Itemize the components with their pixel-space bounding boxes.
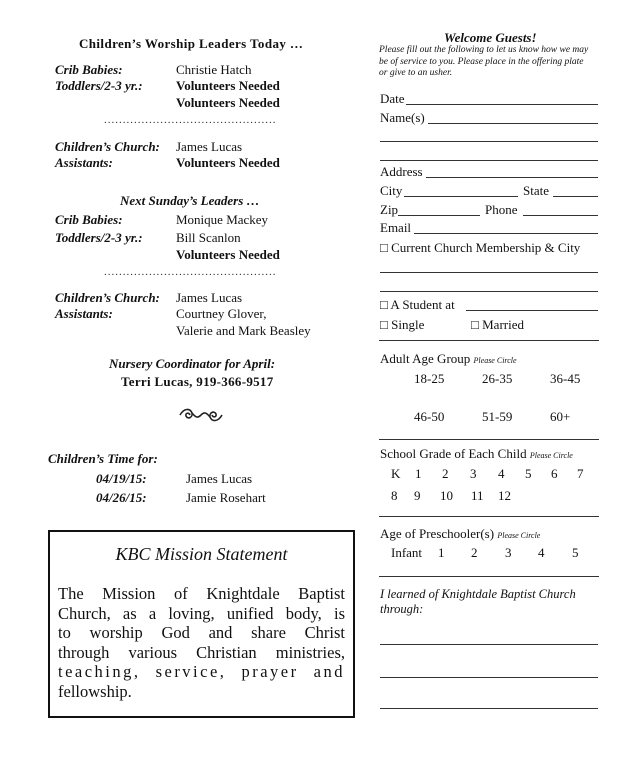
- names-field-line[interactable]: [428, 123, 598, 124]
- grade-option[interactable]: 10: [440, 488, 453, 503]
- time-row-name: Jamie Rosehart: [186, 490, 266, 505]
- welcome-title: Welcome Guests!: [444, 30, 537, 45]
- next-crib-value: Monique Mackey: [176, 212, 269, 227]
- today-church-value: James Lucas: [176, 139, 243, 154]
- divider-dots: ..............................................: [104, 114, 277, 126]
- today-crib-label: Crib Babies:: [55, 62, 123, 77]
- age-option[interactable]: 26-35: [482, 371, 513, 386]
- state-field-line[interactable]: [553, 196, 598, 197]
- age-option[interactable]: 51-59: [482, 409, 513, 424]
- next-assistants-value2: Valerie and Mark Beasley: [176, 323, 311, 338]
- learned-line2: through:: [380, 602, 424, 616]
- mission-line: The Mission of Knightdale Baptist: [58, 584, 345, 603]
- grade-option[interactable]: 6: [551, 466, 558, 481]
- mission-line: teaching, service, prayer and: [58, 662, 345, 681]
- checkbox-icon[interactable]: □: [380, 297, 388, 312]
- next-crib-label: Crib Babies:: [55, 212, 123, 227]
- divider: [379, 516, 599, 517]
- single-label: Single: [391, 317, 425, 332]
- intro-line: Please fill out the following to let us know how we may: [379, 45, 589, 55]
- next-toddlers-value2: Volunteers Needed: [176, 247, 280, 262]
- grade-option[interactable]: 5: [525, 466, 532, 481]
- checkbox-icon[interactable]: □: [471, 317, 479, 332]
- names-extra-line[interactable]: [380, 141, 598, 142]
- today-assistants-value: Volunteers Needed: [176, 155, 280, 170]
- time-row-date: 04/19/15:: [96, 471, 147, 486]
- age-option[interactable]: 46-50: [414, 409, 445, 424]
- membership-checkbox[interactable]: [380, 240, 580, 256]
- preschool-option[interactable]: 4: [538, 545, 545, 560]
- email-field-label: Email: [380, 220, 412, 235]
- zip-field-label: Zip: [380, 202, 399, 217]
- grade-option[interactable]: 3: [470, 466, 477, 481]
- divider: [379, 439, 599, 440]
- date-field-label: Date: [380, 91, 405, 106]
- nursery-contact: Terri Lucas, 919-366-9517: [121, 374, 274, 389]
- grade-option[interactable]: K: [391, 466, 401, 481]
- names-field-label: Name(s): [380, 110, 425, 125]
- grade-option[interactable]: 7: [577, 466, 584, 481]
- preschool-option[interactable]: 2: [471, 545, 478, 560]
- today-crib-value: Christie Hatch: [176, 62, 252, 77]
- email-field-line[interactable]: [414, 233, 598, 234]
- mission-line: through various Christian ministries,: [58, 642, 345, 662]
- student-field-line[interactable]: [466, 310, 598, 311]
- preschool-label: Age of Preschooler(s) Please Circle: [380, 526, 541, 541]
- divider-dots: ..............................................: [104, 266, 277, 278]
- date-field-line[interactable]: [406, 104, 598, 105]
- married-label: Married: [482, 317, 524, 332]
- time-row-date: 04/26/15:: [96, 490, 147, 505]
- age-group-note: Please Circle: [473, 356, 517, 365]
- address-field-line[interactable]: [426, 177, 598, 178]
- membership-label: Current Church Membership & City: [391, 240, 581, 255]
- today-church-label: Children’s Church:: [55, 139, 160, 154]
- mission-body: [58, 584, 345, 701]
- grade-option[interactable]: 4: [498, 466, 505, 481]
- today-heading: Children’s Worship Leaders Today …: [79, 36, 304, 51]
- divider: [379, 340, 599, 341]
- grade-option[interactable]: 11: [471, 488, 484, 503]
- nursery-heading: Nursery Coordinator for April:: [109, 356, 276, 371]
- next-assistants-value1: Courtney Glover,: [176, 306, 267, 321]
- single-checkbox[interactable]: [380, 317, 424, 333]
- student-checkbox[interactable]: [380, 297, 455, 313]
- mission-statement-box: [48, 530, 355, 718]
- membership-line[interactable]: [380, 291, 598, 292]
- grade-option[interactable]: 8: [391, 488, 398, 503]
- membership-line[interactable]: [380, 272, 598, 273]
- today-assistants-label: Assistants:: [55, 155, 113, 170]
- grade-label: School Grade of Each Child Please Circle: [380, 446, 573, 461]
- time-heading: Children’s Time for:: [48, 451, 158, 466]
- learned-answer-line[interactable]: [380, 644, 598, 645]
- state-field-label: State: [523, 183, 549, 198]
- divider: [379, 576, 599, 577]
- city-field-line[interactable]: [404, 196, 518, 197]
- grade-option[interactable]: 9: [414, 488, 421, 503]
- checkbox-icon[interactable]: □: [380, 240, 388, 255]
- grade-option[interactable]: 1: [415, 466, 422, 481]
- ornament-icon: [178, 406, 224, 424]
- grade-option[interactable]: 12: [498, 488, 511, 503]
- names-extra-line[interactable]: [380, 160, 598, 161]
- age-option[interactable]: 36-45: [550, 371, 581, 386]
- checkbox-icon[interactable]: □: [380, 317, 388, 332]
- preschool-note: Please Circle: [497, 531, 541, 540]
- phone-field-line[interactable]: [523, 215, 598, 216]
- next-toddlers-value1: Bill Scanlon: [176, 230, 241, 245]
- welcome-intro: [379, 45, 588, 80]
- today-toddlers-value1: Volunteers Needed: [176, 78, 280, 93]
- age-option[interactable]: 60+: [550, 409, 571, 424]
- intro-line: be of service to you. Please place in the offering plate: [379, 56, 584, 67]
- grade-option[interactable]: 2: [442, 466, 449, 481]
- next-church-value: James Lucas: [176, 290, 243, 305]
- preschool-option[interactable]: 5: [572, 545, 579, 560]
- address-field-label: Address: [380, 164, 423, 179]
- learned-line1: I learned of Knightdale Baptist Church: [380, 587, 576, 601]
- preschool-option[interactable]: Infant: [391, 545, 423, 560]
- married-checkbox[interactable]: [471, 317, 524, 333]
- today-toddlers-label: Toddlers/2-3 yr.:: [55, 78, 143, 93]
- phone-field-label: Phone: [485, 202, 518, 217]
- mission-line: Church, as a loving, unified body, is: [58, 603, 345, 623]
- city-field-label: City: [380, 183, 403, 198]
- next-church-label: Children’s Church:: [55, 290, 160, 305]
- preschool-option[interactable]: 1: [438, 545, 445, 560]
- mission-title: KBC Mission Statement: [115, 544, 288, 564]
- age-group-label: Adult Age Group Please Circle: [380, 351, 517, 366]
- zip-field-line[interactable]: [398, 215, 480, 216]
- grade-note: Please Circle: [529, 451, 573, 460]
- next-toddlers-label: Toddlers/2-3 yr.:: [55, 230, 143, 245]
- mission-line: fellowship.: [58, 681, 132, 701]
- learned-answer-line[interactable]: [380, 708, 598, 709]
- today-toddlers-value2: Volunteers Needed: [176, 95, 280, 110]
- next-assistants-label: Assistants:: [55, 306, 113, 321]
- learned-answer-line[interactable]: [380, 677, 598, 678]
- intro-line: or give to an usher.: [379, 68, 453, 78]
- mission-line: to worship God and share Christ: [58, 623, 345, 642]
- student-label: A Student at: [390, 297, 455, 312]
- age-option[interactable]: 18-25: [414, 371, 445, 386]
- preschool-option[interactable]: 3: [505, 545, 512, 560]
- next-heading: Next Sunday’s Leaders …: [120, 193, 260, 208]
- time-row-name: James Lucas: [186, 471, 253, 486]
